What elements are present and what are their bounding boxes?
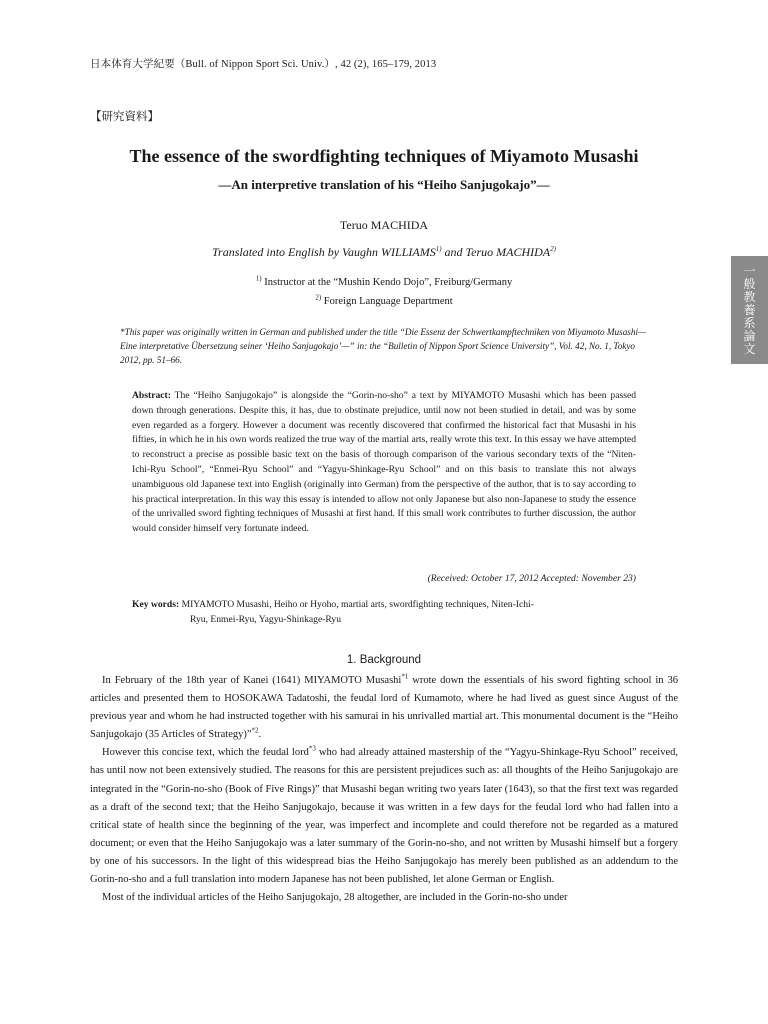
side-tab-char: 教 (743, 289, 756, 304)
author-name: Teruo MACHIDA (339, 218, 429, 232)
side-tab-char: 般 (743, 276, 756, 291)
abstract-text: The “Heiho Sanjugokajo” is alongside the “Gorin-no-sho” a text by MIYAMOTO Musashi which has been passed down through generations. Despite this, it has, due to obstinate prejudice, until now not been studied in detail, and was by some even regarded as a forgery. However a document was recently discovered that confirmed the historical fact that Musashi in his fifties, in which he in his own words realized the true way of the martial arts, really wrote this text. In this essay we have attempted to reconstruct a precise as possible basic text on the basis of thorough comparison of the various secondary texts of the “Niten-Ichi-Ryu School”, “Enmei-Ryu School” and “Yagyu-Shinkage-Ryu School” and on this basis to translate this not always unambiguous old Japanese text into English (originally into German) from the perspective of the author, that is to say according to his practical interpretation. In this way this essay is intended to allow not only Japanese but also non-Japanese to study the essence of the unrivalled sword fighting techniques of Musashi at first hand. If this small work contributes to further discussion, the author would consider himself very fortunate indeed. (132, 390, 636, 535)
side-tab-char: 論 (743, 328, 756, 343)
affil-marker: 1) (255, 274, 262, 283)
article-subtitle: —An interpretive translation of his “Heiho Sanjugokajo”— (218, 177, 550, 192)
paragraph (90, 672, 678, 744)
footnote-ref: *3 (308, 744, 316, 753)
section-tag: 【研究資料】 (90, 111, 159, 123)
footnote-ref: *2 (251, 726, 259, 735)
article-title: The essence of the swordfighting techniques of Miyamoto Musashi (129, 146, 639, 166)
translator-line (0, 245, 768, 260)
paragraph-text: wrote down the essentials of his sword fighting school in 36 articles and presented them to HOSOKAWA Tadatoshi, the feudal lord of Kumamoto, where he had lived as guest since August of the previous year and whom he had instructed together with his samurai in his unrivalled martial art. This monumental document is the “Heiho Sanjugokajo (35 Articles of Strategy)” (90, 675, 678, 741)
paragraph-text: who had already attained mastership of the “Yagyu-Shinkage-Ryu School” received, has until now not been extensively studied. The reasons for this are persistent prejudices such as: all thoughts of the Heiho Sanjugokajo are integrated in the “Gorin-no-sho (Book of Five Rings)” that Musashi began writing two years later (1643), so that the first text was regarded as a draft of the second text; that the Heiho Sanjugokajo, because it was written in a few days for the feudal lord who had fallen into a critical state of health since the beginning of the year, was imperfect and incomplete and could therefore not be regarded as a matured document; or even that the Heiho Sanjugokajo was a later summary of the Gorin-no-sho, and not written by Musashi himself but a forgery by one of his successors. In the light of this widespread bias the Heiho Sanjugokajo has merely been published as an addendum to the Gorin-no-sho and a full translation into modern Japanese has not been published, let alone German or English. (90, 747, 678, 886)
paragraph (90, 889, 678, 907)
footnote-ref: *1 (401, 672, 409, 681)
publication-note: *This paper was originally written in German and published under the title “Die Essenz der Schwertkampftechniken von Miyamoto Musashi—Eine interpretative Übersetzung seiner ‘Heiho Sanjugokajo’—” in: the “Bulletin of Nippon Sport Science University”, Vol. 42, No. 1, Tokyo 2012, pp. 51–66. (120, 327, 647, 365)
category-side-tab (731, 256, 768, 364)
affil-ref: 2) (550, 245, 556, 253)
paragraph-text: Most of the individual articles of the Heiho Sanjugokajo, 28 altogether, are included in the Gorin-no-sho under (102, 892, 568, 904)
side-tab-char: 文 (743, 341, 756, 356)
received-dates: (Received: October 17, 2012 Accepted: November 23) (427, 573, 636, 584)
section-heading: 1. Background (346, 654, 422, 666)
paragraph (90, 744, 678, 889)
translator-mid: and Teruo MACHIDA (441, 245, 551, 259)
paragraph-text: . (258, 729, 262, 741)
paragraph-text: In February of the 18th year of Kanei (1641) MIYAMOTO Musashi (102, 675, 402, 686)
translator-prefix: Translated into English by Vaughn WILLIAMS (212, 245, 436, 259)
affiliation-1 (0, 274, 768, 288)
affil-marker: 2) (315, 293, 322, 302)
paragraph-text: However this concise text, which the feudal lord (102, 747, 309, 759)
affil-text: Instructor at the “Mushin Kendo Dojo”, Freiburg/Germany (261, 277, 513, 288)
side-tab-char: 一 (743, 263, 756, 278)
keywords (132, 598, 636, 628)
side-tab-char: 養 (743, 302, 756, 317)
keywords-line-1 (132, 598, 636, 613)
keywords-line-2: Ryu, Enmei-Ryu, Yagyu-Shinkage-Ryu (190, 613, 342, 625)
affiliation-2 (0, 293, 768, 307)
body-text (90, 672, 678, 907)
keywords-label: Key words: (132, 599, 180, 610)
affil-text: Foreign Language Department (321, 296, 453, 307)
abstract-label: Abstract: (132, 390, 171, 401)
journal-citation: 日本体育大学紀要（Bull. of Nippon Sport Sci. Univ.）, 42 (2), 165–179, 2013 (90, 59, 437, 70)
side-tab-char: 系 (743, 315, 756, 330)
affil-ref: 1) (435, 245, 442, 253)
abstract (132, 389, 636, 537)
keywords-text: MIYAMOTO Musashi, Heiho or Hyoho, martial arts, swordfighting techniques, Niten-Ichi- (179, 599, 534, 610)
